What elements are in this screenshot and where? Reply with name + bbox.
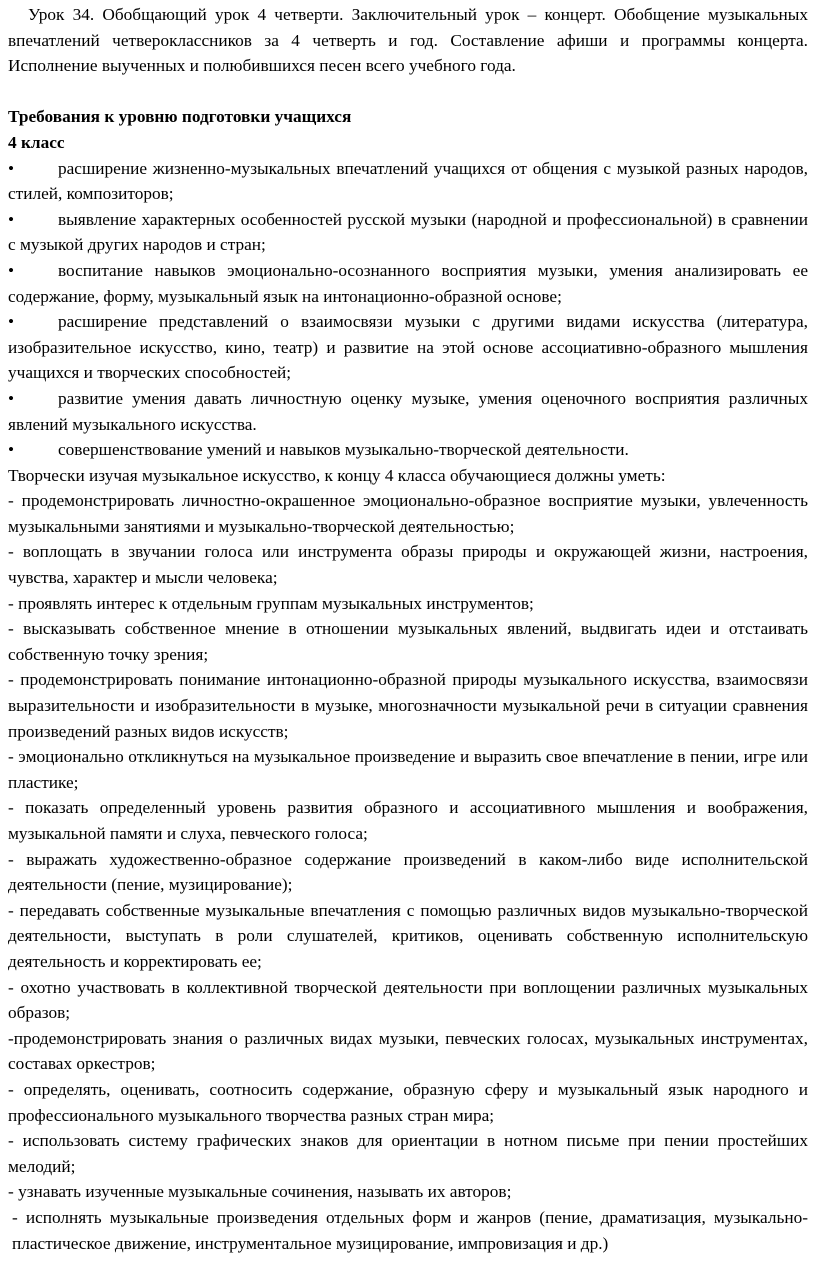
lesson-intro: Урок 34. Обобщающий урок 4 четверти. Заключительный урок – концерт. Обобщение музыкальных впечатлений четвероклассников за 4 четверть и год. Составление афиши и программы концерта. Исполнение выученных и полюбившихся песен всего учебного года.	[8, 5, 808, 76]
bullet-marker: •	[8, 312, 15, 332]
outcome-item: - исполнять музыкальные произведения отдельных форм и жанров (пение, драматизация, музыкально-пластическое движение, инструментальное музицирование, импровизация и др.)	[12, 1207, 808, 1253]
outcome-item: - показать определенный уровень развития образного и ассоциативного мышления и воображения, музыкальной памяти и слуха, певческого голоса;	[8, 798, 808, 843]
list-item-text: развитие умения давать личностную оценку музыке, умения оценочного восприятия различных явлений музыкального искусства.	[8, 388, 808, 434]
bullet-list	[8, 156, 808, 463]
outcome-item: - охотно участвовать в коллективной творческой деятельности при воплощении различных музыкальных образов;	[8, 977, 808, 1023]
list-item	[8, 258, 808, 309]
outcome-item: - использовать систему графических знаков для ориентации в нотном письме при пении простейших мелодий;	[8, 1131, 808, 1176]
list-item	[8, 207, 808, 258]
outcome-item: - продемонстрировать понимание интонационно-образной природы музыкального искусства, взаимосвязи выразительности и изобразительности в музыке, многозначности музыкальной речи в ситуации сравнения произведений разных видов искусств;	[8, 670, 808, 741]
bullet-marker: •	[8, 209, 15, 229]
bullet-marker: •	[8, 158, 15, 178]
outcome-item: - эмоционально откликнуться на музыкальное произведение и выразить свое впечатление в пении, игре или пластике;	[8, 747, 808, 792]
list-item-text: расширение представлений о взаимосвязи музыки с другими видами искусства (литература, изобразительное искусство, кино, театр) и развитие на этой основе ассоциативно-образного мышления учащихся и творческих способностей;	[8, 312, 808, 383]
outcomes-list	[8, 488, 808, 1256]
list-item-text: расширение жизненно-музыкальных впечатлений учащихся от общения с музыкой разных народов, стилей, композиторов;	[8, 158, 808, 204]
list-item	[8, 309, 808, 386]
list-item	[8, 437, 808, 463]
list-item-text: выявление характерных особенностей русской музыки (народной и профессиональной) в сравнении с музыкой других народов и стран;	[8, 209, 808, 255]
outcome-item: - определять, оценивать, соотносить содержание, образную сферу и музыкальный язык народного и профессионального музыкального творчества разных стран мира;	[8, 1079, 808, 1125]
requirements-heading: Требования к уровню подготовки учащихся	[8, 107, 352, 127]
outcome-item: - передавать собственные музыкальные впечатления с помощью различных видов музыкально-творческой деятельности, выступать в роли слушателей, критиков, оценивать собственную исполнительскую деятельность и корректировать ее;	[8, 900, 808, 971]
bullet-marker: •	[8, 440, 15, 460]
outcome-item: - продемонстрировать личностно-окрашенное эмоционально-образное восприятие музыки, увлеченность музыкальными занятиями и музыкально-творческой деятельностью;	[8, 491, 808, 536]
bullet-marker: •	[8, 388, 15, 408]
grade-heading: 4 класс	[8, 132, 65, 152]
outcome-item: -продемонстрировать знания о различных видах музыки, певческих голосах, музыкальных инструментах, составах оркестров;	[8, 1028, 808, 1074]
list-item-text: совершенствование умений и навыков музыкально-творческой деятельности.	[58, 440, 629, 460]
outcomes-intro: Творчески изучая музыкальное искусство, к концу 4 класса обучающиеся должны уметь:	[8, 465, 666, 485]
paragraph-gap	[8, 79, 808, 105]
outcome-item: - воплощать в звучании голоса или инструмента образы природы и окружающей жизни, настроения, чувства, характер и мысли человека;	[8, 542, 808, 588]
bullet-marker: •	[8, 260, 15, 280]
list-item-text: воспитание навыков эмоционально-осознанного восприятия музыки, умения анализировать ее содержание, форму, музыкальный язык на интонационно-образной основе;	[8, 260, 808, 306]
outcome-item: - проявлять интерес к отдельным группам музыкальных инструментов;	[8, 593, 534, 613]
list-item	[8, 386, 808, 437]
outcome-item: - высказывать собственное мнение в отношении музыкальных явлений, выдвигать идеи и отстаивать собственную точку зрения;	[8, 619, 808, 664]
list-item	[8, 156, 808, 207]
outcome-item: - узнавать изученные музыкальные сочинения, называть их авторов;	[8, 1182, 512, 1202]
outcome-item: - выражать художественно-образное содержание произведений в каком-либо виде исполнительской деятельности (пение, музицирование);	[8, 849, 808, 895]
